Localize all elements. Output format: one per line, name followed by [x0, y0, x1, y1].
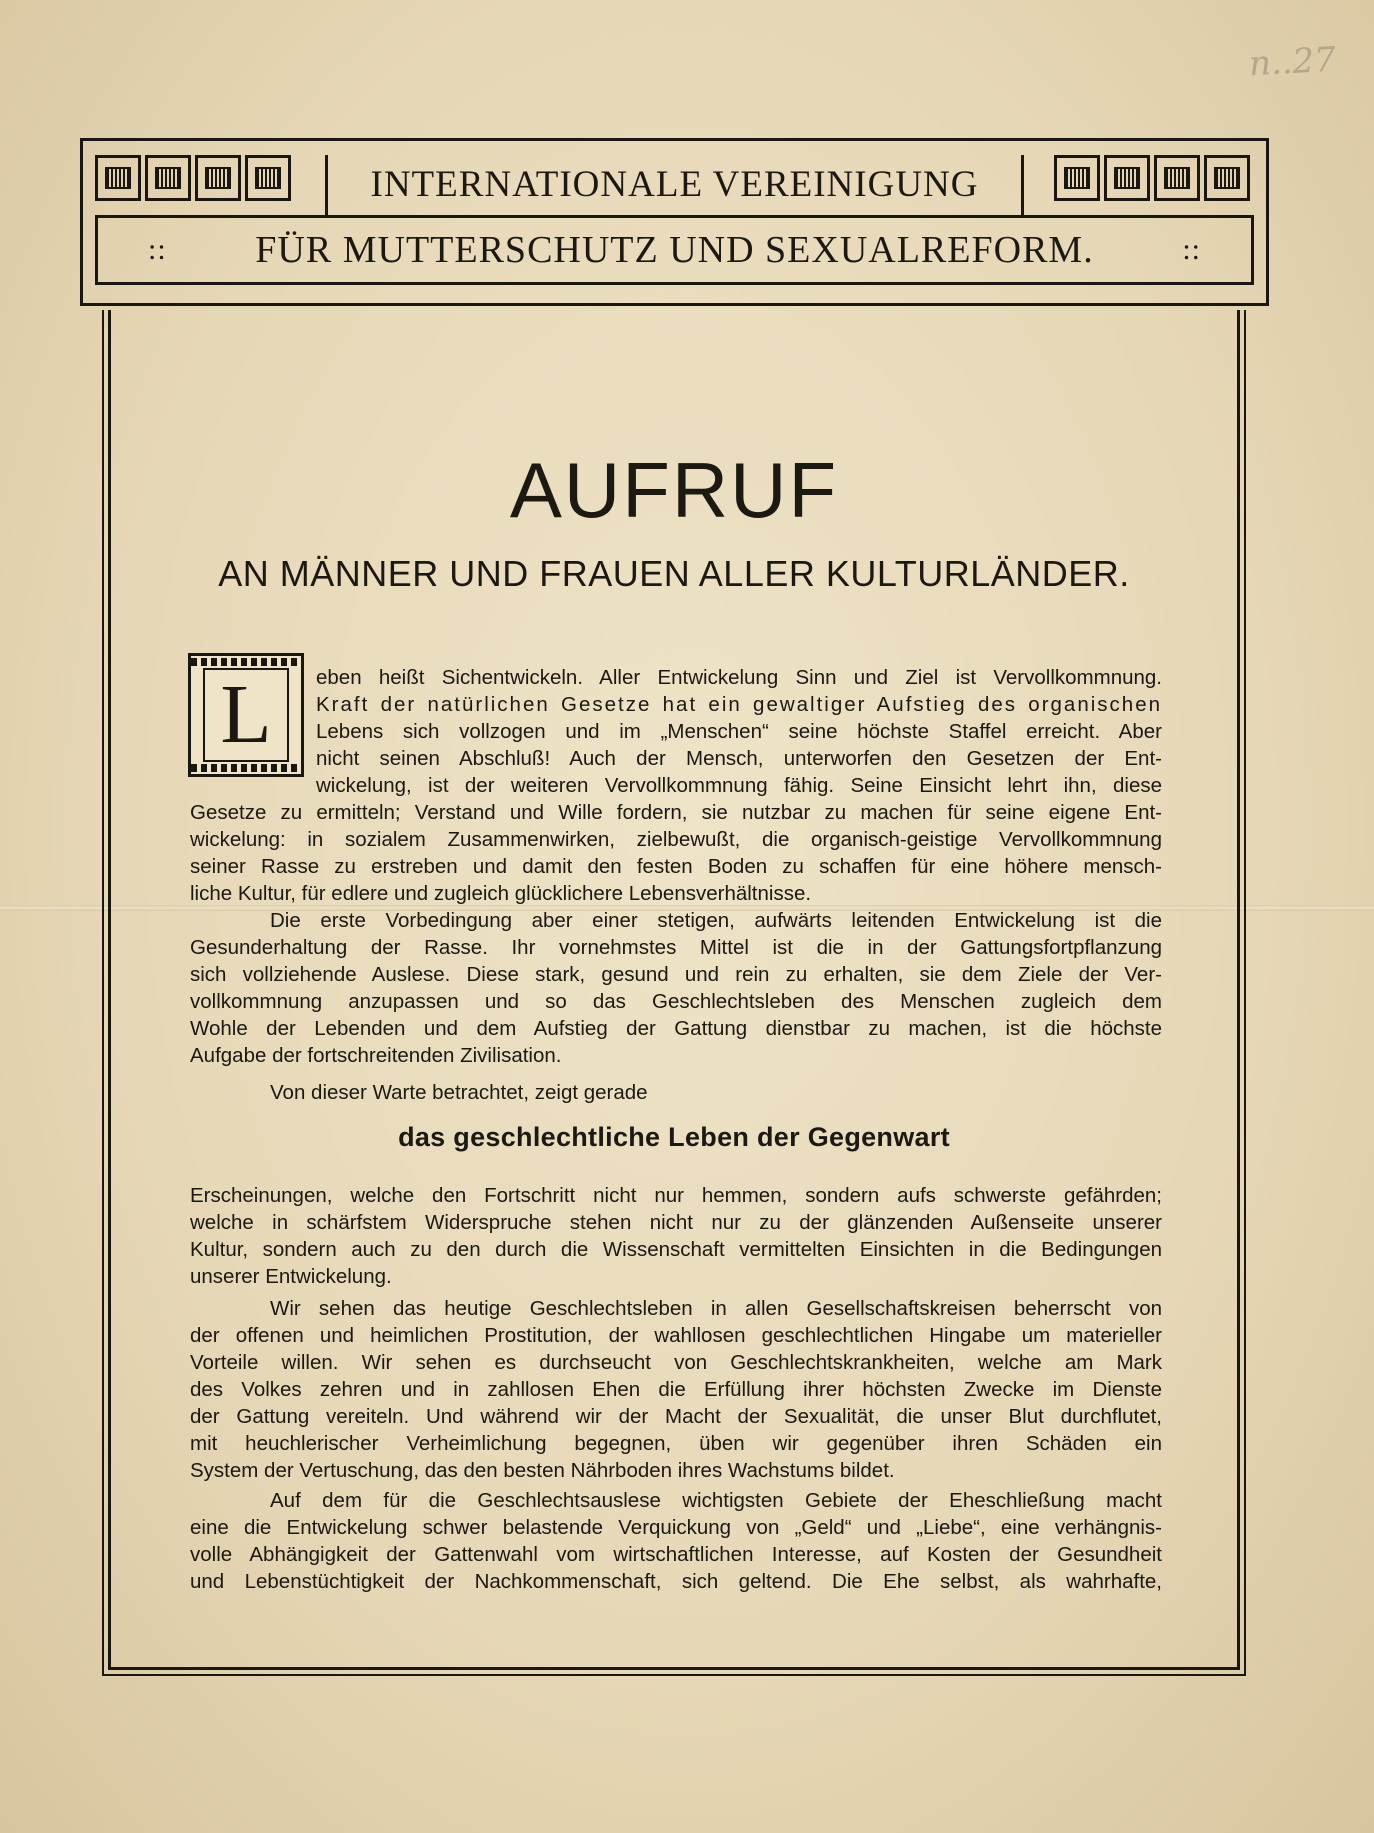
organization-header — [80, 138, 1269, 306]
header-row-top — [95, 155, 1254, 215]
text-line: Wohle der Lebenden und dem Aufstieg der Gattung dienstbar zu machen, ist die höchste — [190, 1017, 1162, 1040]
paragraph-5 — [190, 1295, 1162, 1484]
text-line: eben heißt Sichentwickeln. Aller Entwickelung Sinn und Ziel ist Vervollkommnung. — [316, 666, 1162, 689]
page-subtitle: AN MÄNNER UND FRAUEN ALLER KULTURLÄNDER. — [218, 553, 1130, 594]
decor-dots-right: :: — [1182, 233, 1201, 266]
text-line: wickelung, ist der weiteren Vervollkommnung fähig. Seine Einsicht lehrt ihn, diese — [316, 774, 1162, 797]
text-line: Aufgabe der fortschreitenden Zivilisation. — [190, 1044, 562, 1067]
text-line: eine die Entwickelung schwer belastende Verquickung von „Geld“ und „Liebe“, eine verhängnis- — [190, 1516, 1162, 1539]
ornament-icon — [1204, 155, 1250, 201]
text-line: Gesetze zu ermitteln; Verstand und Wille fordern, sie nutzbar zu machen für seine eigene Ent- — [190, 801, 1162, 824]
paragraph-1-rest — [190, 799, 1162, 907]
text-line: Gesunderhaltung der Rasse. Ihr vornehmstes Mittel ist die in der Gattungsfortpflanzung — [190, 936, 1162, 959]
text-line: Von dieser Warte betrachtet, zeigt gerade — [270, 1081, 648, 1104]
text-line: nicht seinen Abschluß! Auch der Mensch, unterworfen den Gesetzen der Ent- — [316, 747, 1162, 770]
text-line: mit heuchlerischer Verheimlichung begegnen, üben wir gegenüber ihren Schäden ein — [190, 1432, 1162, 1455]
text-line: Vorteile willen. Wir sehen es durchseucht von Geschlechtskrankheiten, welche am Mark — [190, 1351, 1162, 1374]
text-line: des Volkes zehren und in zahllosen Ehen die Erfüllung ihrer höchsten Zwecke im Dienste — [190, 1378, 1162, 1401]
text-line: und Lebenstüchtigkeit der Nachkommenschaft, sich geltend. Die Ehe selbst, als wahrhafte, — [190, 1570, 1162, 1593]
ornament-icon — [1104, 155, 1150, 201]
text-line: liche Kultur, für edlere und zugleich glücklichere Lebensverhältnisse. — [190, 882, 812, 905]
ornament-icon — [195, 155, 241, 201]
paragraph-2 — [190, 907, 1162, 1069]
dropcap-letter: L — [203, 668, 289, 762]
text-line: Wir sehen das heutige Geschlechtsleben in allen Gesellschaftskreisen beherrscht von — [270, 1297, 1162, 1320]
text-line: Die erste Vorbedingung aber einer stetigen, aufwärts leitenden Entwickelung ist die — [270, 909, 1162, 932]
ornament-icon — [145, 155, 191, 201]
text-line: der offenen und heimlichen Prostitution, der wahllosen geschlechtlichen Hingabe um materieller — [190, 1324, 1162, 1347]
text-line: vollkommnung anzupassen und so das Geschlechtsleben des Menschen zugleich dem — [190, 990, 1162, 1013]
paragraph-3 — [270, 1079, 1162, 1106]
dropcap-ornament — [188, 653, 304, 777]
ornament-icon — [95, 155, 141, 201]
text-line: volle Abhängigkeit der Gattenwahl vom wirtschaftlichen Interesse, auf Kosten der Gesundheit — [190, 1543, 1162, 1566]
ornament-band-bottom — [191, 764, 301, 772]
ornament-group-left — [95, 155, 295, 201]
text-line: sich vollziehende Auslese. Diese stark, gesund und rein zu erhalten, sie dem Ziele der Ver- — [190, 963, 1162, 986]
text-line: der Gattung vereiteln. Und während wir der Macht der Sexualität, die unser Blut durchflutet, — [190, 1405, 1162, 1428]
organization-name-line1: INTERNATIONALE VEREINIGUNG — [325, 155, 1024, 215]
text-line: System der Vertuschung, das den besten Nährboden ihres Wachstums bildet. — [190, 1459, 895, 1482]
page-title: AUFRUF — [509, 446, 839, 534]
organization-name-line2: FÜR MUTTERSCHUTZ UND SEXUALREFORM. — [255, 229, 1094, 271]
pencil-annotation: n..27 — [1248, 39, 1337, 85]
text-line: Kultur, sondern auch zu den durch die Wissenschaft vermittelten Einsichten in die Bedingungen — [190, 1238, 1162, 1261]
section-heading: das geschlechtliche Leben der Gegenwart — [398, 1122, 950, 1152]
text-line: Lebens sich vollzogen und im „Menschen“ seine höchste Staffel erreicht. Aber — [316, 720, 1162, 743]
text-line: Erscheinungen, welche den Fortschritt nicht nur hemmen, sondern aufs schwerste gefährden; — [190, 1184, 1162, 1207]
ornament-icon — [245, 155, 291, 201]
text-line: unserer Entwickelung. — [190, 1265, 392, 1288]
paragraph-4 — [190, 1182, 1162, 1290]
ornament-icon — [1054, 155, 1100, 201]
header-row-bottom — [95, 215, 1254, 285]
ornament-group-right — [1054, 155, 1254, 201]
paragraph-6 — [190, 1487, 1162, 1595]
paragraph-1-intro — [316, 664, 1162, 799]
text-line: welche in schärfstem Widerspruche stehen nicht nur zu der glänzenden Außenseite unserer — [190, 1211, 1162, 1234]
text-line: Kraft der natürlichen Gesetze hat ein gewaltiger Aufstieg des organischen — [316, 693, 1162, 716]
text-line: wickelung: in sozialem Zusammenwirken, zielbewußt, die organisch-geistige Vervollkommnung — [190, 828, 1162, 851]
ornament-band-top — [191, 658, 301, 666]
decor-dots-left: :: — [148, 233, 167, 266]
text-line: Auf dem für die Geschlechtsauslese wichtigsten Gebiete der Eheschließung macht — [270, 1489, 1162, 1512]
ornament-icon — [1154, 155, 1200, 201]
text-line: seiner Rasse zu erstreben und damit den festen Boden zu schaffen für eine höhere mensch- — [190, 855, 1162, 878]
